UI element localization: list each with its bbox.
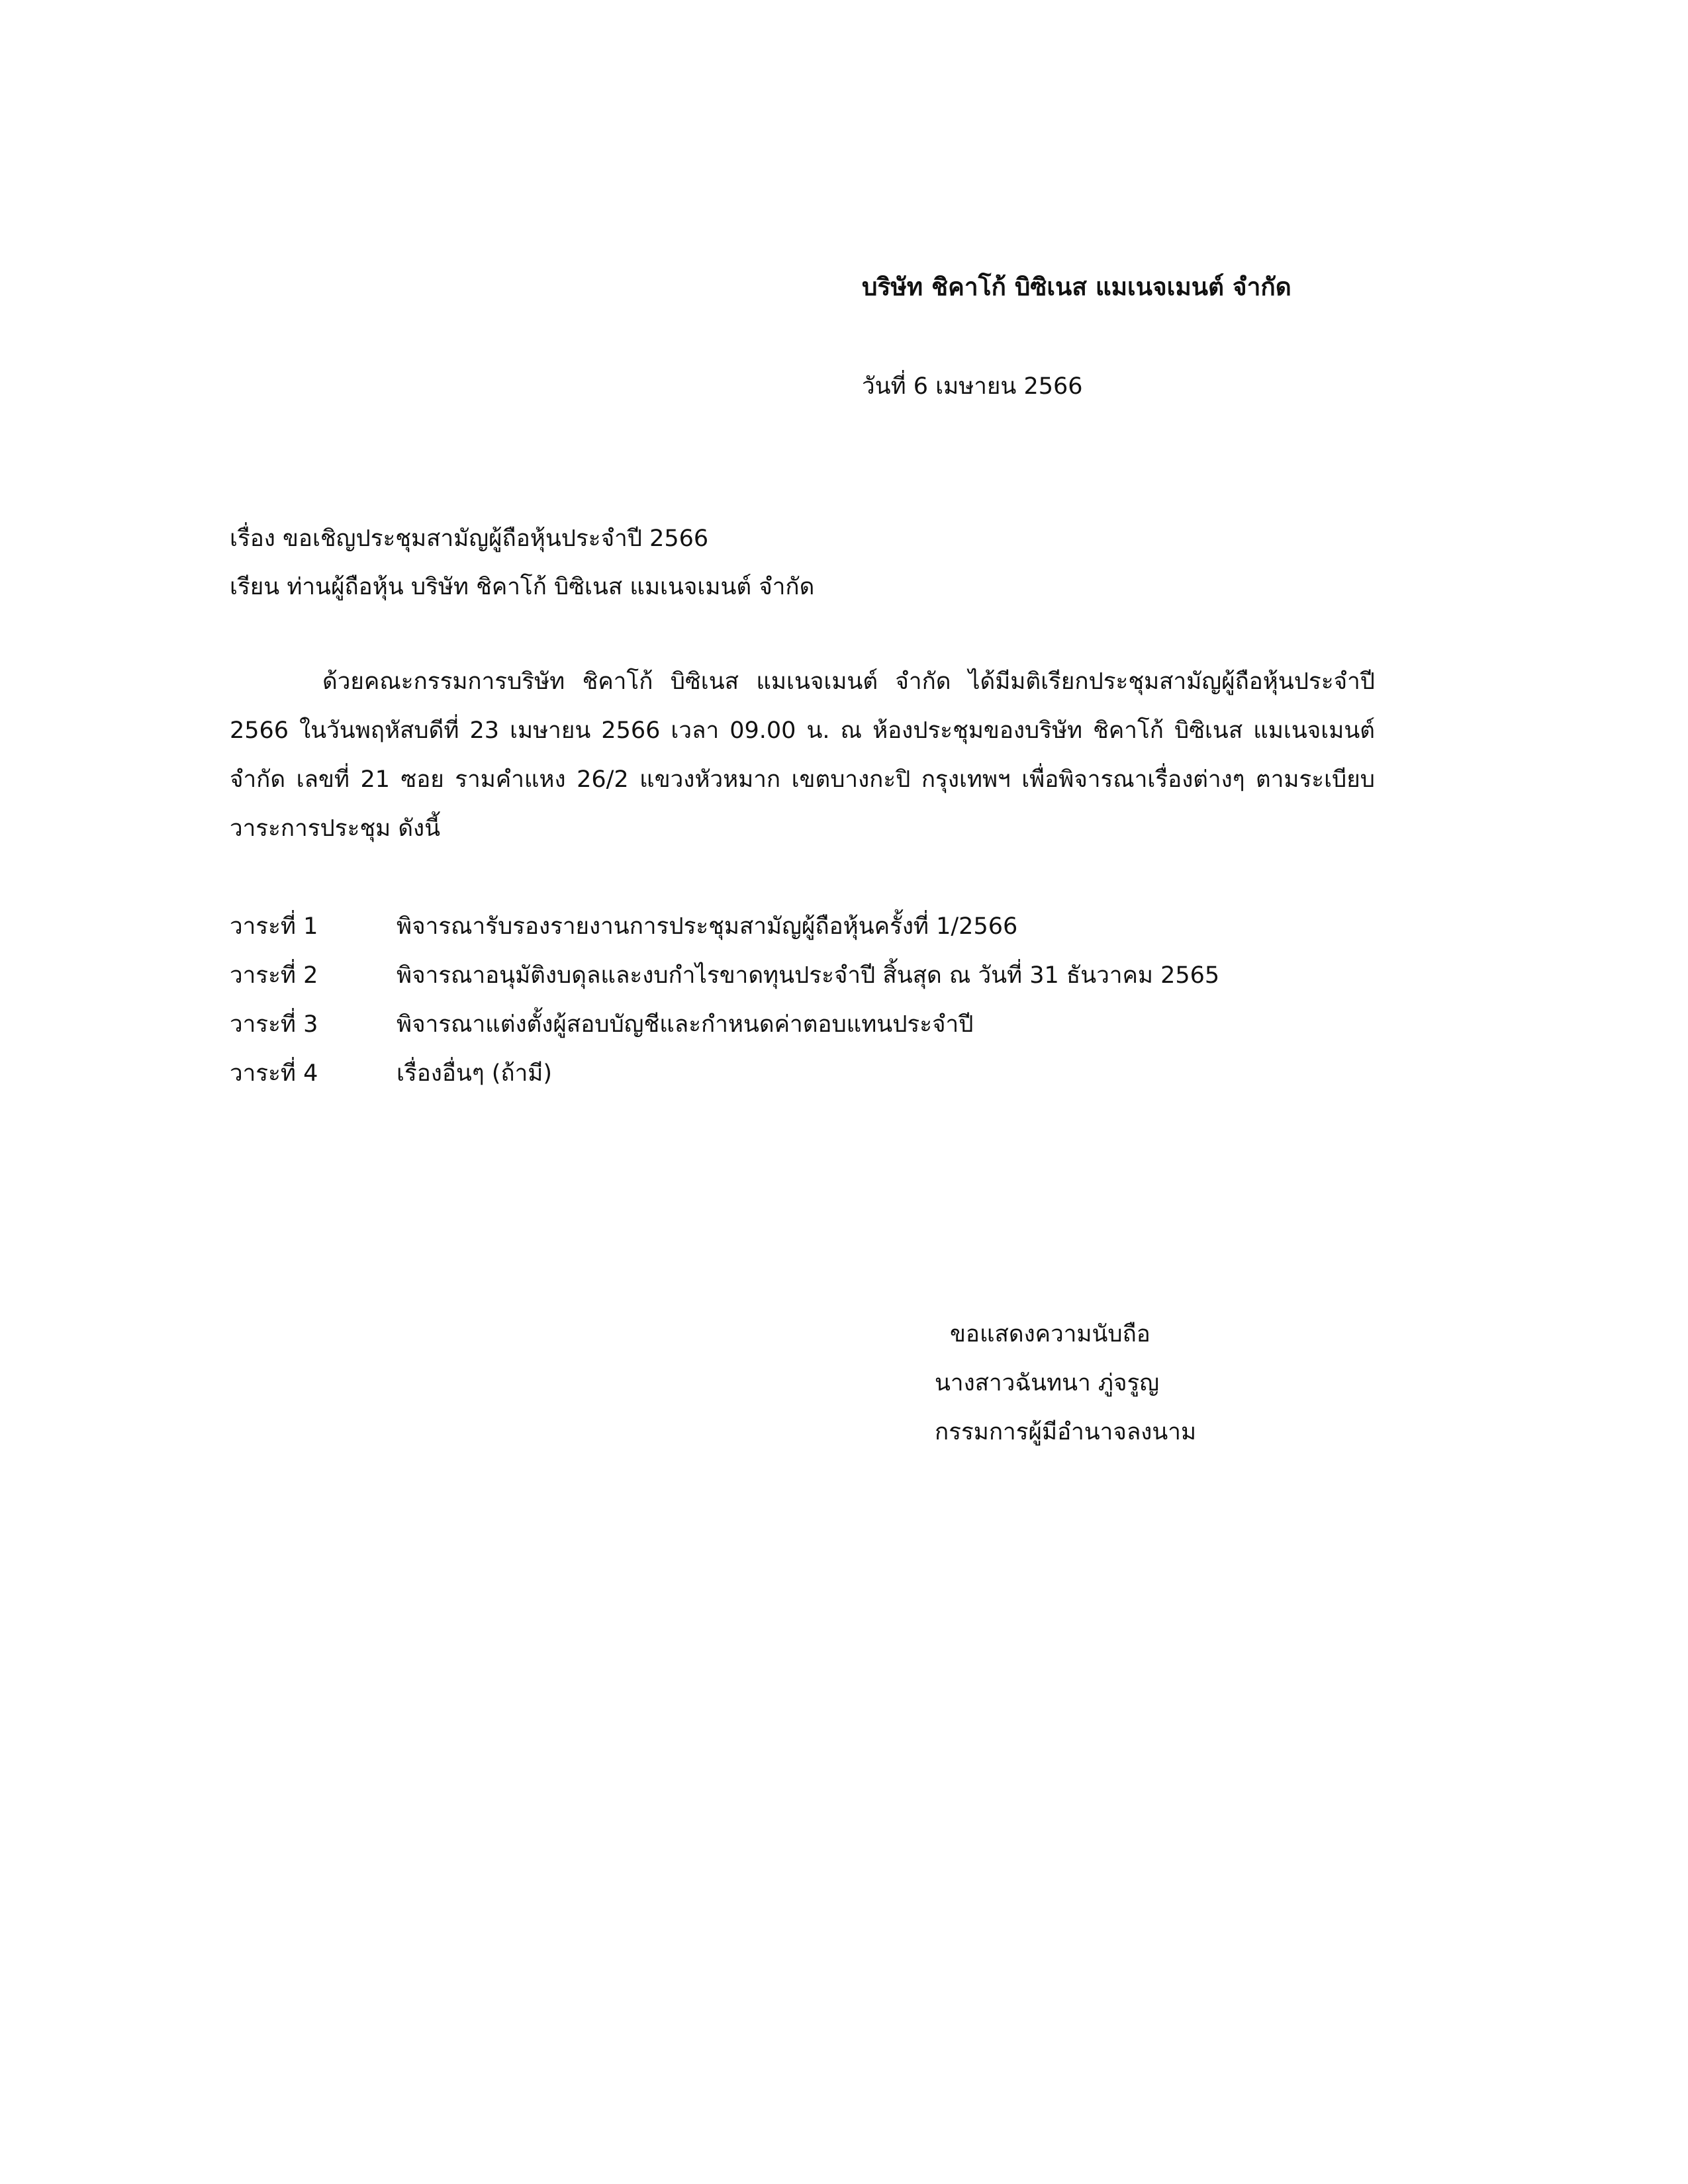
- body-paragraph-line: จำกัด เลขที่ 21 ซอย รามคำแหง 26/2 แขวงหัวหมาก เขตบางกะปิ กรุงเทพฯ เพื่อพิจารณาเรื่องต่างๆ ตามระเบียบ: [230, 766, 1375, 793]
- company-name: บริษัท ชิคาโก้ บิซิเนส แมเนจเมนต์ จำกัด: [862, 273, 1291, 301]
- agenda-label: วาระที่ 2: [230, 962, 318, 989]
- subject-line: เรื่อง ขอเชิญประชุมสามัญผู้ถือหุ้นประจำปี 2566: [230, 525, 709, 552]
- body-paragraph-line: ด้วยคณะกรรมการบริษัท ชิคาโก้ บิซิเนส แมเนจเมนต์ จำกัด ได้มีมติเรียกประชุมสามัญผู้ถือหุ้นประจำปี: [322, 668, 1375, 695]
- agenda-text: พิจารณาอนุมัติงบดุลและงบกำไรขาดทุนประจำปี สิ้นสุด ณ วันที่ 31 ธันวาคม 2565: [397, 962, 1220, 989]
- agenda-label: วาระที่ 4: [230, 1060, 318, 1087]
- signature-closing: ขอแสดงความนับถือ: [950, 1321, 1150, 1347]
- signatory-name: นางสาวฉันทนา ภู่จรูญ: [935, 1370, 1160, 1396]
- body-paragraph-line: วาระการประชุม ดังนี้: [230, 815, 441, 842]
- agenda-label: วาระที่ 3: [230, 1011, 318, 1038]
- agenda-text: พิจารณาแต่งตั้งผู้สอบบัญชีและกำหนดค่าตอบแทนประจำปี: [397, 1011, 974, 1038]
- agenda-text: พิจารณารับรองรายงานการประชุมสามัญผู้ถือหุ้นครั้งที่ 1/2566: [397, 913, 1018, 940]
- agenda-label: วาระที่ 1: [230, 913, 318, 940]
- signatory-title: กรรมการผู้มีอำนาจลงนาม: [935, 1419, 1197, 1445]
- agenda-text: เรื่องอื่นๆ (ถ้ามี): [397, 1060, 552, 1087]
- letter-date: วันที่ 6 เมษายน 2566: [862, 373, 1083, 400]
- recipient-line: เรียน ท่านผู้ถือหุ้น บริษัท ชิคาโก้ บิซิเนส แมเนจเมนต์ จำกัด: [230, 574, 815, 600]
- body-paragraph-line: 2566 ในวันพฤหัสบดีที่ 23 เมษายน 2566 เวลา 09.00 น. ณ ห้องประชุมของบริษัท ชิคาโก้ บิซิเนส แมเนจเมนต์: [230, 717, 1375, 744]
